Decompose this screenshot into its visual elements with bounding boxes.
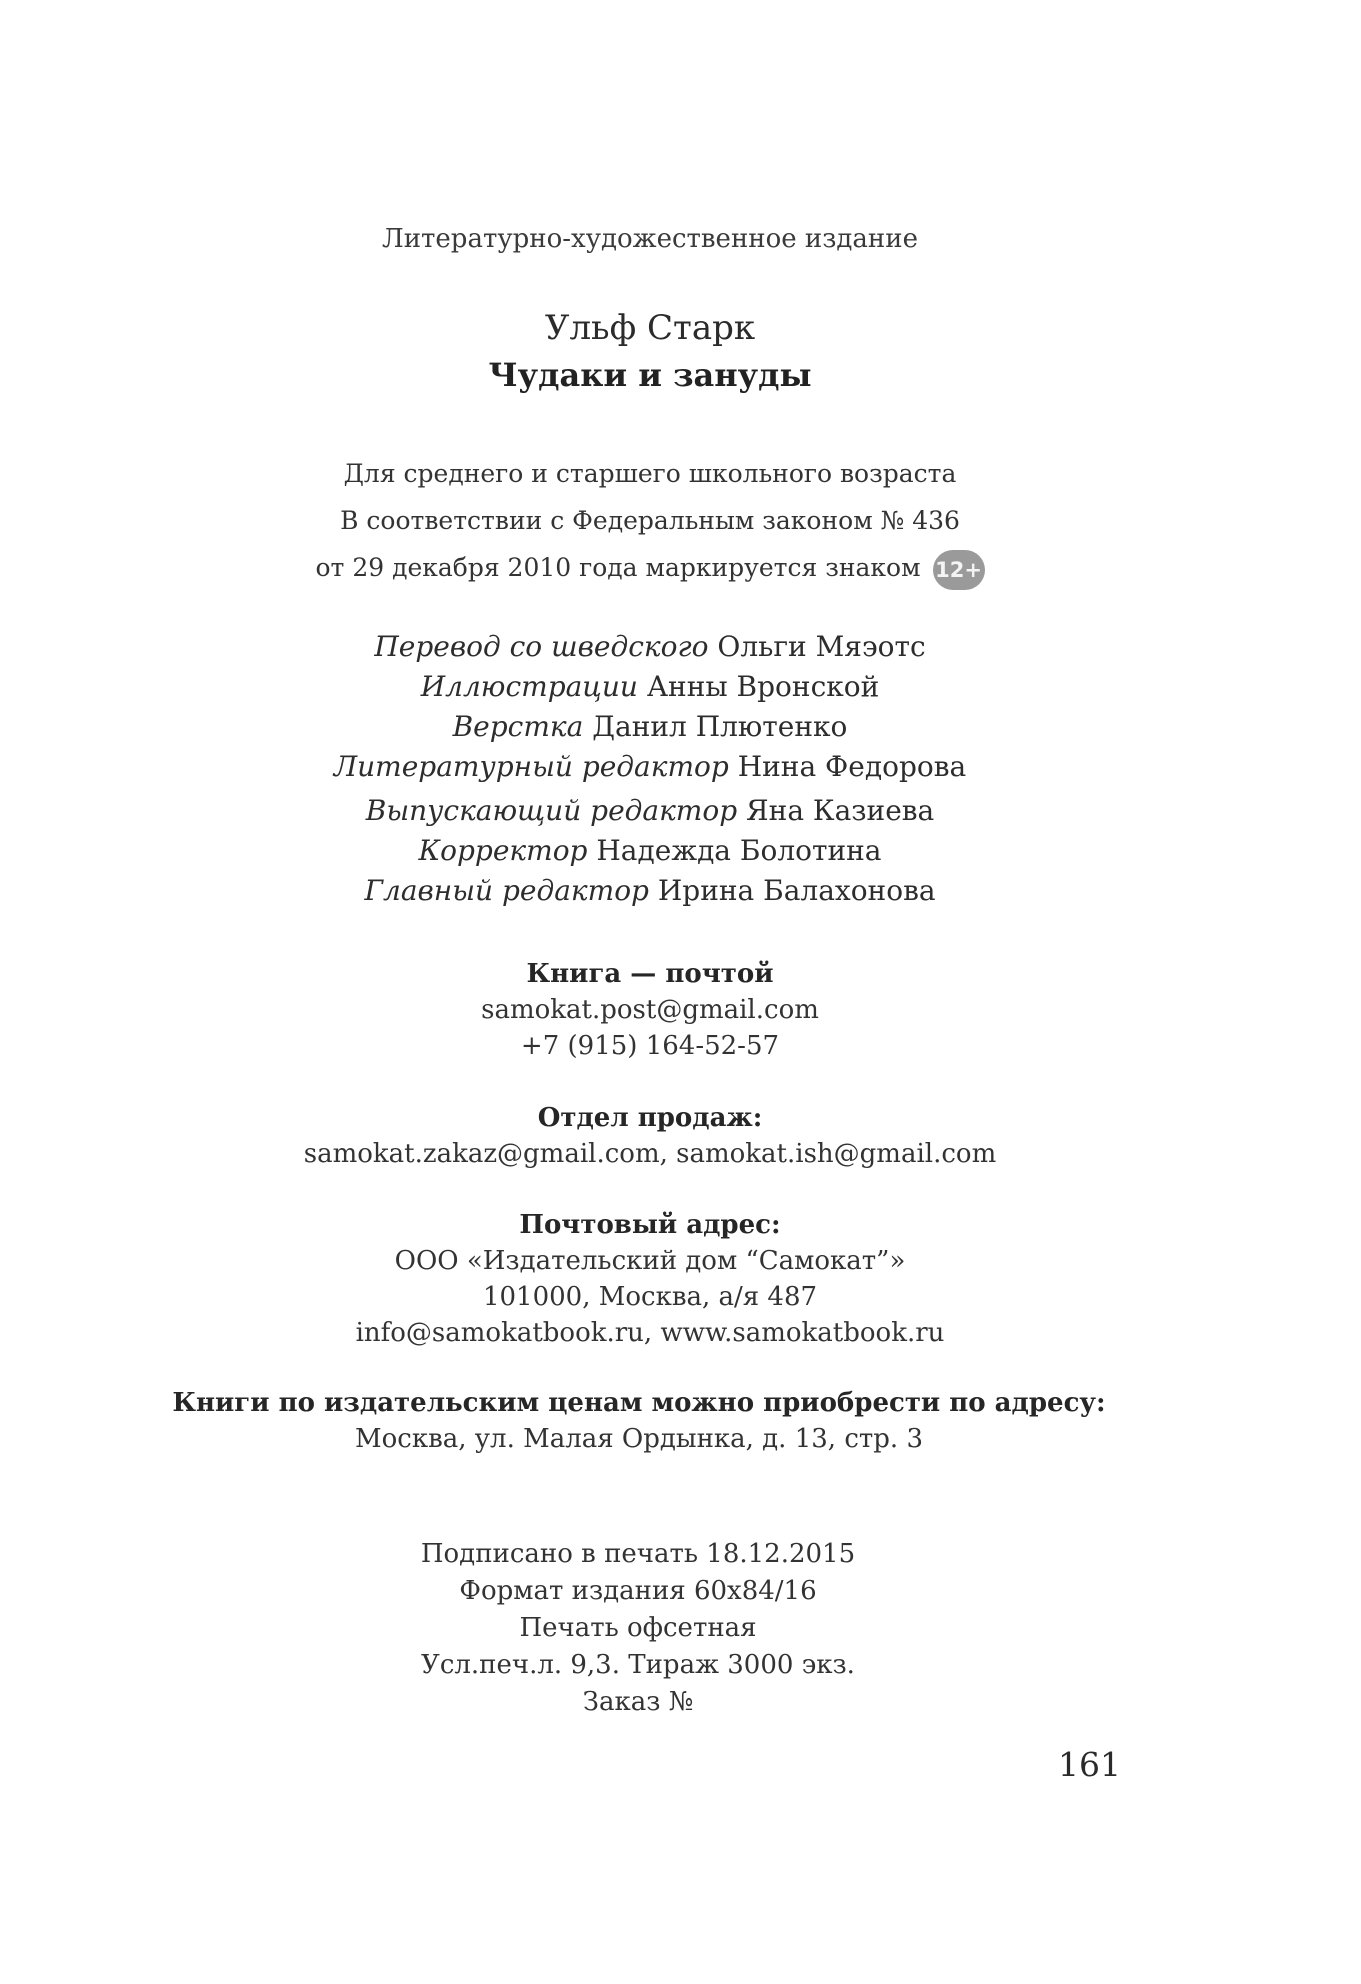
author-name: Ульф Старк <box>544 308 756 348</box>
age-rating-badge: 12+ <box>933 550 985 590</box>
credit-role: Выпускающий редактор <box>365 794 738 827</box>
book-title: Чудаки и зануды <box>488 356 812 394</box>
postal-heading: Почтовый адрес: <box>519 1210 781 1240</box>
credit-role: Перевод со шведского <box>374 630 709 663</box>
credit-name: Данил Плютенко <box>592 710 848 743</box>
credit-literary-editor <box>0 747 1300 787</box>
credits-block <box>0 627 1300 911</box>
credit-role: Главный редактор <box>364 874 649 907</box>
credit-layout <box>0 707 1300 747</box>
credit-role: Корректор <box>418 834 588 867</box>
age-line-3 <box>0 544 1300 591</box>
print-format: Формат издания 60x84/16 <box>459 1576 817 1606</box>
postal-web: info@samokatbook.ru, www.samokatbook.ru <box>355 1318 945 1348</box>
postal-section <box>0 1207 1300 1351</box>
store-address: Москва, ул. Малая Ордынка, д. 13, стр. 3 <box>355 1424 923 1454</box>
credit-editor-in-chief <box>0 871 1300 911</box>
print-order: Заказ № <box>582 1687 694 1717</box>
store-heading: Книги по издательским ценам можно приобрести по адресу: <box>172 1388 1106 1418</box>
age-rating-block <box>0 450 1300 591</box>
print-signed-date: Подписано в печать 18.12.2015 <box>420 1539 856 1569</box>
credit-role: Верстка <box>452 710 584 743</box>
print-method: Печать офсетная <box>519 1613 757 1643</box>
sales-heading: Отдел продаж: <box>537 1103 763 1133</box>
credit-name: Анны Вронской <box>646 670 880 703</box>
credit-name: Яна Казиева <box>746 794 935 827</box>
print-volume: Усл.печ.л. 9,3. Тираж 3000 экз. <box>421 1650 855 1680</box>
page-number: 161 <box>1058 1745 1121 1784</box>
credit-role: Иллюстрации <box>420 670 638 703</box>
credit-name: Ирина Балахонова <box>657 874 936 907</box>
edition-type: Литературно-художественное издание <box>382 224 918 254</box>
postal-company: ООО «Издательский дом “Самокат”» <box>394 1246 906 1276</box>
age-line-1: Для среднего и старшего школьного возраста <box>343 459 957 488</box>
mail-order-phone: +7 (915) 164-52-57 <box>520 1031 780 1061</box>
credit-role: Литературный редактор <box>333 750 729 783</box>
credit-translator <box>0 627 1300 667</box>
credit-managing-editor <box>0 791 1300 831</box>
age-line-2: В соответствии с Федеральным законом № 436 <box>340 506 960 535</box>
sales-emails: samokat.zakaz@gmail.com, samokat.ish@gmail.com <box>303 1139 997 1169</box>
mail-order-section <box>0 956 1300 1064</box>
age-line-3-text: от 29 декабря 2010 года маркируется знаком <box>315 553 921 582</box>
mail-order-heading: Книга — почтой <box>526 959 774 989</box>
credit-illustrator <box>0 667 1300 707</box>
print-details <box>0 1536 1276 1721</box>
credit-name: Надежда Болотина <box>596 834 882 867</box>
store-section <box>0 1385 1278 1457</box>
postal-address: 101000, Москва, а/я 487 <box>482 1282 818 1312</box>
credit-name: Нина Федорова <box>737 750 967 783</box>
mail-order-email: samokat.post@gmail.com <box>481 995 819 1025</box>
credit-name: Ольги Мяэотс <box>717 630 926 663</box>
sales-section <box>0 1100 1300 1172</box>
credit-proofreader <box>0 831 1300 871</box>
